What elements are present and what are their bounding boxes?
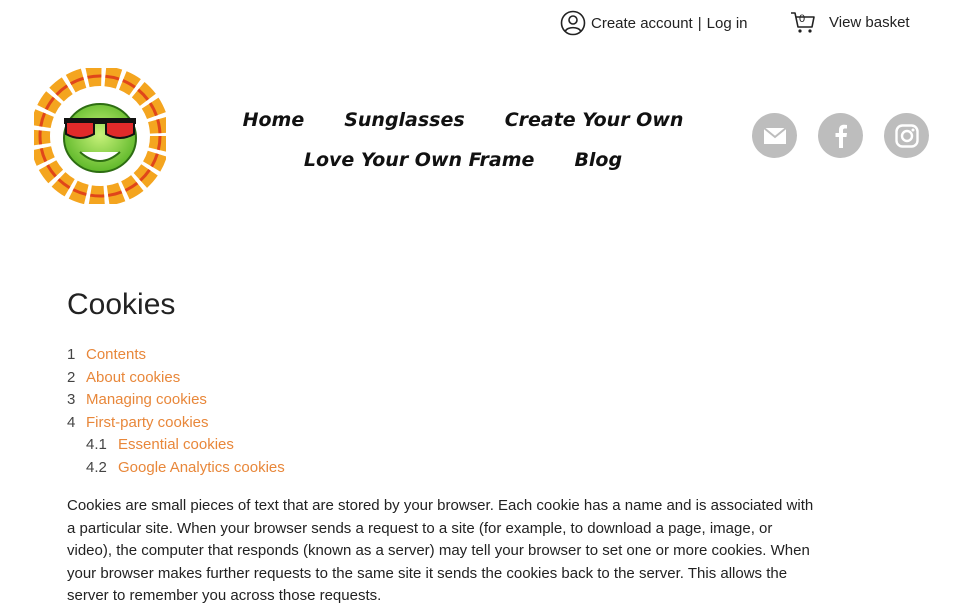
nav-blog[interactable]: Blog	[574, 149, 623, 171]
toc-link-contents[interactable]: Contents	[86, 346, 147, 363]
account-separator: |	[697, 14, 702, 32]
social-links	[752, 113, 929, 158]
top-bar	[0, 10, 960, 36]
nav-row-1	[228, 100, 698, 140]
page-title: Cookies	[67, 288, 176, 321]
table-of-contents	[67, 344, 817, 479]
toc-link-essential-cookies[interactable]: Essential cookies	[118, 436, 234, 453]
create-account-link[interactable]: Create account	[591, 14, 693, 32]
toc-subitem	[67, 457, 817, 480]
basket-count: 0	[799, 13, 806, 25]
toc-item	[67, 412, 817, 435]
basket-link[interactable]	[790, 10, 910, 34]
toc-number: 4.2	[86, 458, 107, 476]
user-icon[interactable]	[560, 10, 586, 36]
intro-paragraph: Cookies are small pieces of text that are stored by your browser. Each cookie has a name and is associated with a particular site. When your browser sends a request to a site (for example, to download a page, image, or video), the computer that responds (known as a server) may tell your browser to set one or more cookies. When your browser makes further requests to the same site it sends the cookies back to the server. This allows the server to remember you across those requests.	[67, 497, 814, 604]
instagram-icon[interactable]	[884, 113, 929, 158]
site-logo[interactable]	[34, 68, 166, 204]
log-in-link[interactable]: Log in	[706, 14, 748, 32]
toc-number: 1	[67, 346, 76, 363]
toc-number: 4.1	[86, 436, 107, 453]
toc-item	[67, 344, 817, 367]
nav-create-your-own[interactable]: Create Your Own	[504, 109, 684, 131]
toc-link-first-party-cookies[interactable]: First-party cookies	[86, 413, 209, 431]
toc-link-managing-cookies[interactable]: Managing cookies	[86, 391, 207, 408]
toc-link-about-cookies[interactable]: About cookies	[86, 368, 181, 386]
facebook-icon[interactable]	[818, 113, 863, 158]
main-nav	[228, 100, 698, 180]
toc-number: 3	[67, 391, 76, 408]
main-content	[67, 288, 817, 608]
toc-link-google-analytics-cookies[interactable]: Google Analytics cookies	[118, 458, 285, 476]
toc-number: 2	[67, 368, 76, 386]
toc-subitem	[67, 434, 817, 457]
nav-sunglasses[interactable]: Sunglasses	[344, 109, 465, 131]
email-icon[interactable]	[752, 113, 797, 158]
toc-item	[67, 389, 817, 412]
account-links	[560, 10, 748, 36]
nav-love-your-own-frame[interactable]: Love Your Own Frame	[303, 149, 535, 171]
toc-item	[67, 367, 817, 390]
nav-home[interactable]: Home	[242, 109, 305, 131]
view-basket-link[interactable]: View basket	[829, 13, 910, 31]
nav-row-2	[228, 140, 698, 180]
cart-icon[interactable]	[790, 10, 816, 34]
toc-number: 4	[67, 413, 76, 431]
